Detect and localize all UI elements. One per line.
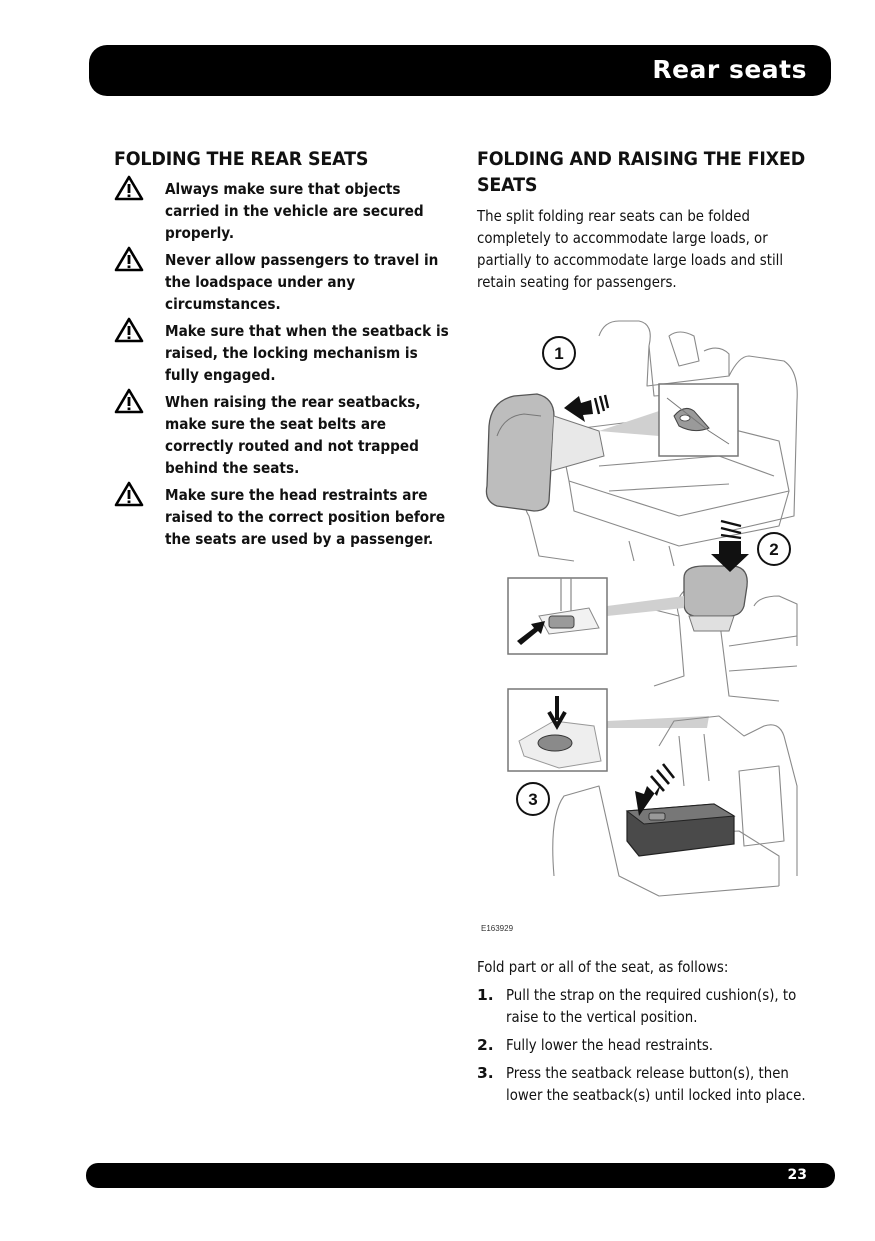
footer-bar	[86, 1163, 835, 1188]
header-bar	[89, 45, 831, 96]
illustration-drawing	[479, 316, 809, 936]
warning-item	[114, 178, 454, 244]
seat-folding-illustration	[479, 316, 809, 936]
step-text: Press the seatback release button(s), then lower the seatback(s) until locked into place.	[506, 1064, 806, 1104]
step-number: 1.	[477, 986, 494, 1004]
warning-item	[114, 249, 454, 315]
step-text: Pull the strap on the required cushion(s), to raise to the vertical position.	[506, 986, 797, 1026]
warning-item	[114, 391, 454, 479]
step-text: Fully lower the head restraints.	[506, 1036, 714, 1054]
fixed-seats-section	[477, 146, 817, 293]
page-number: 23	[787, 1167, 807, 1183]
warning-triangle-icon	[114, 480, 144, 508]
warning-text: When raising the rear seatbacks, make sure the seat belts are correctly routed and not trapped behind the seats.	[165, 393, 421, 477]
svg-text:2: 2	[769, 540, 779, 559]
figure-id: E163929	[481, 924, 514, 933]
svg-text:1: 1	[554, 344, 564, 363]
step-item	[477, 984, 827, 1028]
warning-text: Never allow passengers to travel in the loadspace under any circumstances.	[165, 251, 439, 313]
warning-triangle-icon	[114, 245, 144, 273]
folding-rear-seats-section	[114, 146, 454, 555]
steps-intro: Fold part or all of the seat, as follows:	[477, 958, 729, 976]
warning-item	[114, 484, 454, 550]
step-number: 2.	[477, 1036, 494, 1054]
section-heading: FOLDING AND RAISING THE FIXED SEATS	[477, 148, 806, 196]
warning-text: Make sure the head restraints are raised to the correct position before the seats are used by a passenger.	[165, 486, 446, 548]
step-item	[477, 1062, 827, 1106]
step-number: 3.	[477, 1064, 494, 1082]
warning-item	[114, 320, 454, 386]
warning-triangle-icon	[114, 387, 144, 415]
warning-text: Make sure that when the seatback is raised, the locking mechanism is fully engaged.	[165, 322, 449, 384]
folding-steps	[477, 956, 827, 1112]
svg-text:3: 3	[528, 790, 538, 809]
step-item	[477, 1034, 827, 1056]
warning-triangle-icon	[114, 316, 144, 344]
section-heading: FOLDING THE REAR SEATS	[114, 148, 369, 170]
warning-text: Always make sure that objects carried in the vehicle are secured properly.	[165, 180, 424, 242]
page-title: Rear seats	[652, 55, 807, 84]
intro-paragraph: The split folding rear seats can be folded completely to accommodate large loads, or partially to accommodate large loads and still retain seating for passengers.	[477, 207, 784, 291]
warning-triangle-icon	[114, 174, 144, 202]
